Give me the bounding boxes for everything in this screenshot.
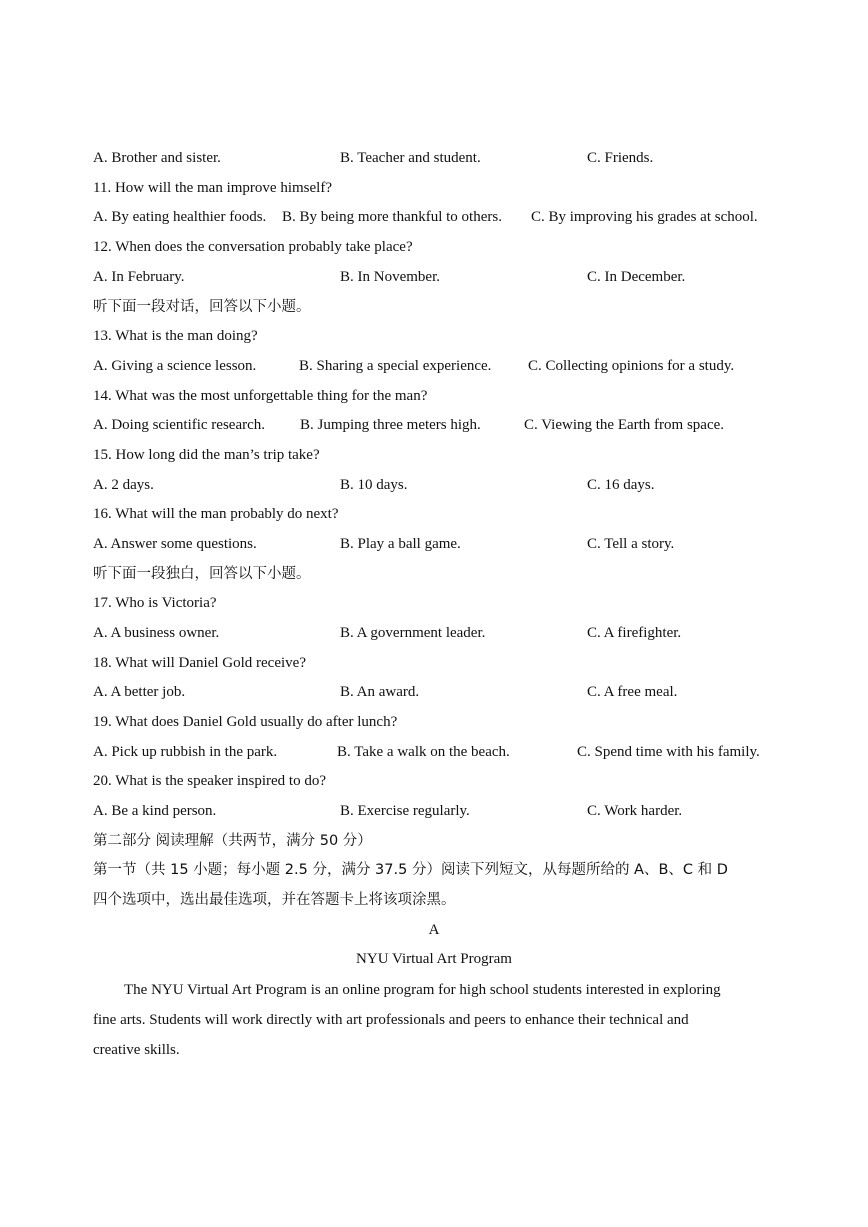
question-stem: 19. What does Daniel Gold usually do after lunch?	[93, 714, 398, 730]
question-stem: 14. What was the most unforgettable thing for the man?	[93, 388, 428, 404]
option-b: B. Sharing a special experience.	[299, 358, 492, 374]
option-b: B. An award.	[340, 684, 420, 700]
option-b: B. Play a ball game.	[340, 536, 461, 552]
options-row	[93, 414, 783, 436]
option-a: A. A business owner.	[93, 625, 220, 641]
option-c: C. A free meal.	[587, 684, 678, 700]
question-stem: 15. How long did the man’s trip take?	[93, 447, 320, 463]
option-b: B. Teacher and student.	[340, 150, 481, 166]
passage-title: NYU Virtual Art Program	[356, 951, 512, 967]
question-stem: 16. What will the man probably do next?	[93, 506, 339, 522]
question-stem: 20. What is the speaker inspired to do?	[93, 773, 326, 789]
question-stem: 12. When does the conversation probably take place?	[93, 239, 413, 255]
instruction-dialogue: 听下面一段对话，回答以下小题。	[93, 299, 311, 315]
passage-line: fine arts. Students will work directly with art professionals and peers to enhance their technical and	[93, 1012, 689, 1028]
option-a: A. Doing scientific research.	[93, 417, 266, 433]
options-row	[93, 147, 783, 169]
passage-line: creative skills.	[93, 1042, 180, 1058]
option-a: A. Answer some questions.	[93, 536, 257, 552]
options-row	[93, 800, 783, 822]
option-a: A. Pick up rubbish in the park.	[93, 744, 278, 760]
options-row	[93, 355, 783, 377]
part-title: 第二部分 阅读理解（共两节，满分 50 分）	[93, 833, 372, 849]
option-c: C. Spend time with his family.	[577, 744, 760, 760]
options-row	[93, 533, 783, 555]
options-row	[93, 681, 783, 703]
option-b: B. In November.	[340, 269, 440, 285]
option-c: C. By improving his grades at school.	[531, 209, 758, 225]
options-row	[93, 622, 783, 644]
option-c: C. In December.	[587, 269, 686, 285]
section-instruction-line2: 四个选项中，选出最佳选项，并在答题卡上将该项涂黑。	[93, 892, 456, 908]
option-c: C. Tell a story.	[587, 536, 675, 552]
option-a: A. In February.	[93, 269, 185, 285]
options-row	[93, 206, 783, 228]
option-b: B. Exercise regularly.	[340, 803, 470, 819]
options-row	[93, 474, 783, 496]
option-c: C. 16 days.	[587, 477, 655, 493]
option-a: A. By eating healthier foods.	[93, 209, 267, 225]
instruction-monologue: 听下面一段独白，回答以下小题。	[93, 566, 311, 582]
option-b: B. 10 days.	[340, 477, 408, 493]
option-a: A. Giving a science lesson.	[93, 358, 257, 374]
options-row	[93, 266, 783, 288]
passage-line: The NYU Virtual Art Program is an online program for high school students interested in exploring	[124, 982, 721, 998]
option-c: C. Viewing the Earth from space.	[524, 417, 725, 433]
option-b: B. Jumping three meters high.	[300, 417, 481, 433]
question-stem: 11. How will the man improve himself?	[93, 180, 332, 196]
option-c: C. Work harder.	[587, 803, 683, 819]
question-stem: 18. What will Daniel Gold receive?	[93, 655, 306, 671]
option-c: C. Friends.	[587, 150, 654, 166]
option-a: A. Brother and sister.	[93, 150, 221, 166]
option-a: A. 2 days.	[93, 477, 154, 493]
option-c: C. A firefighter.	[587, 625, 682, 641]
option-b: B. By being more thankful to others.	[282, 209, 502, 225]
question-stem: 13. What is the man doing?	[93, 328, 258, 344]
section-instruction-line1: 第一节（共 15 小题；每小题 2.5 分，满分 37.5 分）阅读下列短文，从每题所给的 A、B、C 和 D	[93, 862, 728, 878]
passage-letter: A	[428, 922, 440, 938]
passage-body	[93, 975, 783, 1065]
question-stem: 17. Who is Victoria?	[93, 595, 217, 611]
option-c: C. Collecting opinions for a study.	[528, 358, 735, 374]
option-b: B. Take a walk on the beach.	[337, 744, 510, 760]
option-a: A. A better job.	[93, 684, 186, 700]
option-a: A. Be a kind person.	[93, 803, 217, 819]
option-b: B. A government leader.	[340, 625, 486, 641]
options-row	[93, 741, 783, 763]
